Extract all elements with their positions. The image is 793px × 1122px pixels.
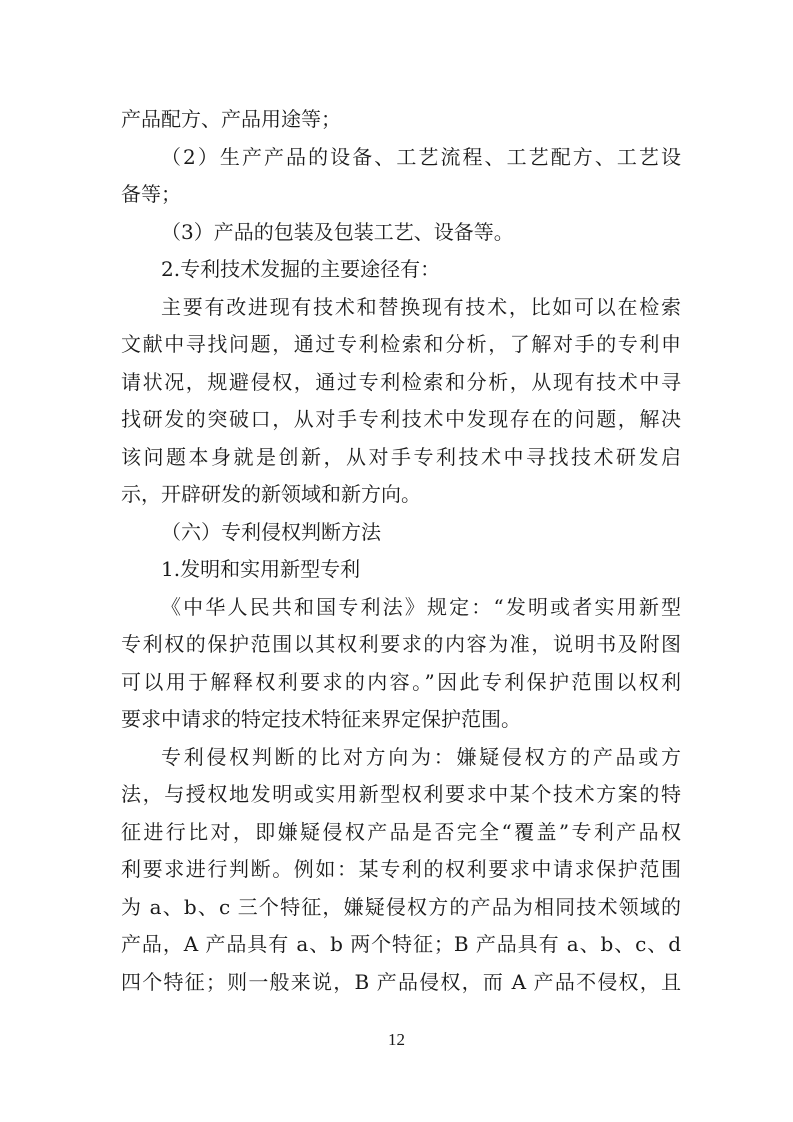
text-line: 找研发的突破口，从对手专利技术中发现存在的问题，解决: [121, 407, 681, 431]
text-line: 产品配方、产品用途等；: [121, 107, 341, 131]
text-line: （2）生产产品的设备、工艺流程、工艺配方、工艺设: [161, 144, 681, 169]
text-line: 专利权的保护范围以其权利要求的内容为准，说明书及附图: [121, 632, 681, 656]
page-number: 12: [388, 1030, 405, 1049]
text-line: 四个特征；则一般来说，B 产品侵权，而 A 产品不侵权，且: [121, 969, 681, 994]
text-line: 该问题本身就是创新，从对手专利技术中寻找技术研发启: [121, 444, 681, 469]
text-line: 示，开辟研发的新领域和新方向。: [121, 482, 421, 506]
text-line: 1.发明和实用新型专利: [161, 557, 361, 581]
text-line: 2.专利技术发掘的主要途径有：: [161, 257, 441, 281]
text-line: 主要有改进现有技术和替换现有技术，比如可以在检索: [161, 294, 681, 319]
text-line: 要求中请求的特定技术特征来界定保护范围。: [121, 707, 521, 731]
text-line: 法，与授权地发明或实用新型权利要求中某个技术方案的特: [121, 782, 681, 806]
text-line: （3）产品的包装及包装工艺、设备等。: [161, 219, 514, 244]
text-line: 征进行比对，即嫌疑侵权产品是否完全“覆盖”专利产品权: [121, 819, 681, 844]
text-line: 利要求进行判断。例如：某专利的权利要求中请求保护范围: [121, 857, 681, 881]
text-line: 文献中寻找问题，通过专利检索和分析，了解对手的专利申: [121, 332, 681, 356]
text-line: 《中华人民共和国专利法》规定：“发明或者实用新型: [161, 594, 681, 619]
text-line: 可以用于解释权利要求的内容。”因此专利保护范围以权利: [121, 669, 681, 694]
text-line: （六）专利侵权判断方法: [161, 519, 381, 544]
text-line: 备等；: [121, 182, 181, 206]
text-line: 请状况，规避侵权，通过专利检索和分析，从现有技术中寻: [121, 369, 681, 394]
text-line: 专利侵权判断的比对方向为：嫌疑侵权方的产品或方: [161, 744, 681, 769]
text-line: 为 a、b、c 三个特征，嫌疑侵权方的产品为相同技术领域的: [121, 894, 681, 919]
body-text: [121, 101, 681, 1001]
text-line: 产品，A 产品具有 a、b 两个特征；B 产品具有 a、b、c、d: [121, 932, 681, 956]
